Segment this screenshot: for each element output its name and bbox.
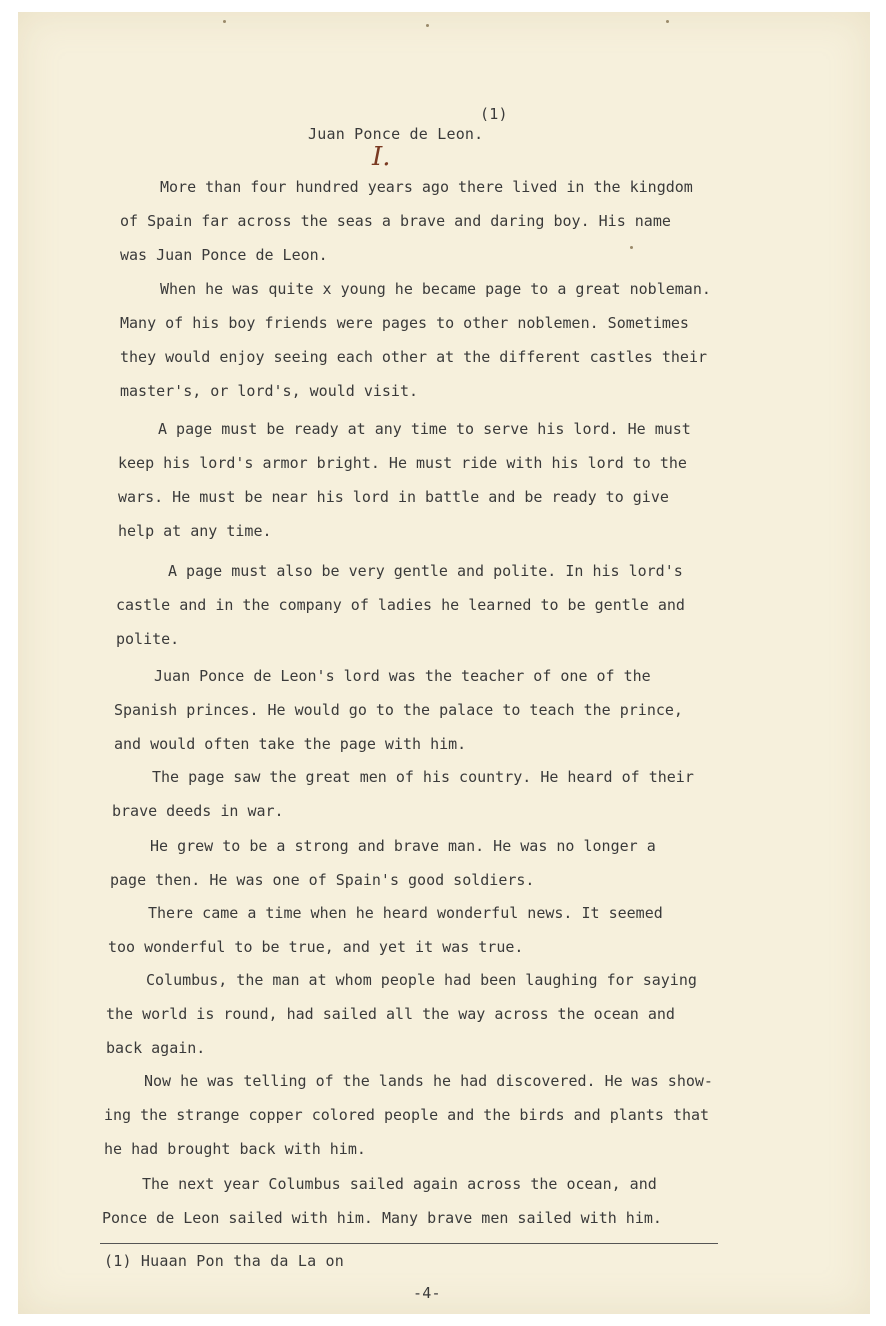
- paragraph-4: [116, 554, 685, 656]
- text-line: Columbus, the man at whom people had been laughing for saying: [146, 971, 697, 989]
- pronunciation-footnote: (1) Huaan Pon tha da La on: [104, 1252, 344, 1270]
- text-line: page then. He was one of Spain's good soldiers.: [110, 871, 535, 889]
- text-line: Juan Ponce de Leon's lord was the teacher of one of the: [154, 667, 651, 685]
- text-line: wars. He must be near his lord in battle and be ready to give: [118, 488, 669, 506]
- title-reference-mark: (1): [480, 105, 508, 123]
- text-line: they would enjoy seeing each other at the different castles their: [120, 348, 707, 366]
- text-line: help at any time.: [118, 522, 272, 540]
- paragraph-9: [106, 963, 697, 1065]
- page-number: -4-: [413, 1284, 441, 1302]
- footnote-divider: [100, 1243, 718, 1244]
- text-line: The page saw the great men of his country. He heard of their: [152, 768, 694, 786]
- text-line: Spanish princes. He would go to the palace to teach the prince,: [114, 701, 683, 719]
- text-line: A page must be ready at any time to serve his lord. He must: [158, 420, 691, 438]
- text-line: castle and in the company of ladies he learned to be gentle and: [116, 596, 685, 614]
- text-line: of Spain far across the seas a brave and daring boy. His name: [120, 212, 671, 230]
- text-line: The next year Columbus sailed again across the ocean, and: [142, 1175, 657, 1193]
- paragraph-10: [104, 1064, 713, 1166]
- text-line: Many of his boy friends were pages to other noblemen. Sometimes: [120, 314, 689, 332]
- text-line: Now he was telling of the lands he had discovered. He was show-: [144, 1072, 713, 1090]
- text-line: A page must also be very gentle and polite. In his lord's: [168, 562, 683, 580]
- text-line: too wonderful to be true, and yet it was true.: [108, 938, 524, 956]
- text-line: he had brought back with him.: [104, 1140, 366, 1158]
- paper-speck: [426, 24, 429, 27]
- text-line: back again.: [106, 1039, 206, 1057]
- paragraph-5: [114, 659, 683, 761]
- paper-speck: [666, 20, 669, 23]
- text-line: the world is round, had sailed all the way across the ocean and: [106, 1005, 675, 1023]
- text-line: was Juan Ponce de Leon.: [120, 246, 328, 264]
- text-line: When he was quite x young he became page to a great nobleman.: [160, 280, 711, 298]
- paragraph-8: [108, 896, 663, 964]
- text-line: There came a time when he heard wonderful news. It seemed: [148, 904, 663, 922]
- paragraph-1: [120, 170, 693, 272]
- text-line: brave deeds in war.: [112, 802, 284, 820]
- handwritten-section-mark: I.: [372, 142, 391, 172]
- paragraph-2: [120, 272, 711, 408]
- text-line: He grew to be a strong and brave man. He was no longer a: [150, 837, 656, 855]
- page-title: Juan Ponce de Leon.: [308, 125, 484, 143]
- paragraph-11: [102, 1167, 662, 1235]
- text-line: More than four hundred years ago there lived in the kingdom: [160, 178, 693, 196]
- text-line: master's, or lord's, would visit.: [120, 382, 419, 400]
- paper-speck: [223, 20, 226, 23]
- text-line: ing the strange copper colored people and the birds and plants that: [104, 1106, 710, 1124]
- paragraph-3: [118, 412, 691, 548]
- paragraph-7: [110, 829, 656, 897]
- text-line: and would often take the page with him.: [114, 735, 467, 753]
- text-line: Ponce de Leon sailed with him. Many brave men sailed with him.: [102, 1209, 662, 1227]
- paragraph-6: [112, 760, 694, 828]
- text-line: polite.: [116, 630, 180, 648]
- text-line: keep his lord's armor bright. He must ride with his lord to the: [118, 454, 687, 472]
